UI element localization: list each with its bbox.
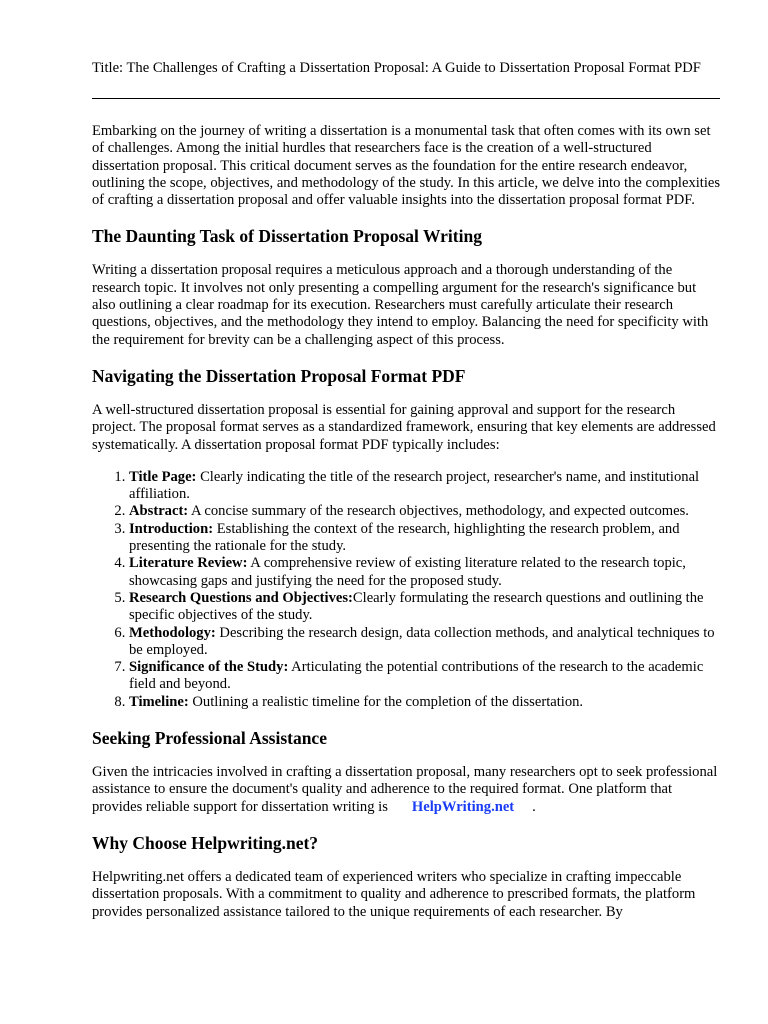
list-item	[129, 694, 722, 711]
list-item	[129, 590, 722, 625]
list-item-term: Significance of the Study:	[129, 659, 289, 676]
list-item-text: A comprehensive review of existing literature related to the research topic, showcasing gaps and justifying the need for the proposed study.	[129, 555, 686, 589]
assistance-text: Given the intricacies involved in crafting a dissertation proposal, many researchers opt to seek professional assistance to ensure the document's quality and adherence to the required format. One platform that provides reliable support for dissertation writing is	[92, 764, 718, 815]
list-item-term: Research Questions and Objectives:	[129, 589, 353, 606]
list-item-text: Establishing the context of the research, highlighting the research problem, and presenting the rationale for the study.	[129, 520, 680, 555]
list-item	[129, 555, 722, 590]
list-item-text: A concise summary of the research objectives, methodology, and expected outcomes.	[188, 503, 689, 520]
list-item	[129, 503, 722, 520]
list-item-term: Literature Review:	[129, 555, 248, 572]
list-item	[129, 659, 722, 694]
format-elements-list	[92, 469, 722, 711]
section-heading-format-pdf: Navigating the Dissertation Proposal Format PDF	[92, 365, 466, 386]
list-item-term: Methodology:	[129, 624, 216, 641]
document-page	[92, 60, 722, 921]
link-trailing-period: .	[532, 798, 536, 815]
title-divider	[92, 98, 720, 99]
helpwriting-link[interactable]: HelpWriting.net	[411, 798, 515, 815]
section-paragraph-why-choose: Helpwriting.net offers a dedicated team of experienced writers who specialize in crafting impeccable dissertation proposals. With a commitment to quality and adherence to prescribed formats, the platform provides personalized assistance tailored to the unique requirements of each researcher. By	[92, 868, 696, 920]
section-heading-daunting-task: The Daunting Task of Dissertation Proposal Writing	[92, 226, 482, 247]
section-heading-professional-assistance: Seeking Professional Assistance	[92, 728, 327, 749]
section-paragraph-format-pdf: A well-structured dissertation proposal is essential for gaining approval and support for the research project. The proposal format serves as a standardized framework, ensuring that key elements are addressed systematically. A dissertation proposal format PDF typically includes:	[92, 401, 716, 453]
list-item-term: Title Page:	[129, 468, 197, 485]
list-item-text: Articulating the potential contributions of the research to the academic field and beyond.	[129, 659, 704, 693]
list-item-text: Describing the research design, data collection methods, and analytical techniques to be employed.	[129, 624, 715, 658]
page-title: Title: The Challenges of Crafting a Dissertation Proposal: A Guide to Dissertation Proposal Format PDF	[92, 60, 701, 76]
list-item-term: Timeline:	[129, 693, 189, 710]
list-item-term: Abstract:	[129, 503, 189, 520]
list-item	[129, 625, 722, 660]
intro-paragraph: Embarking on the journey of writing a dissertation is a monumental task that often comes with its own set of challenges. Among the initial hurdles that researchers face is the creation of a well-structured dissertation proposal. This critical document serves as the foundation for the entire research endeavor, outlining the scope, objectives, and methodology of the study. In this article, we delve into the complexities of crafting a dissertation proposal and offer valuable insights into the dissertation proposal format PDF.	[92, 123, 721, 209]
list-item-text: Clearly indicating the title of the research project, researcher's name, and institutional affiliation.	[129, 468, 700, 503]
section-paragraph-daunting-task: Writing a dissertation proposal requires a meticulous approach and a thorough understanding of the research topic. It involves not only presenting a compelling argument for the research's significance but also outlining a clear roadmap for its execution. Researchers must carefully articulate their research questions, objectives, and the methodology they intend to employ. Balancing the need for specificity with the requirement for brevity can be a challenging aspect of this process.	[92, 262, 709, 348]
list-item-text: Outlining a realistic timeline for the completion of the dissertation.	[188, 693, 584, 710]
list-item-text: Clearly formulating the research questions and outlining the specific objectives of the study.	[129, 589, 704, 624]
section-paragraph-professional-assistance	[92, 764, 722, 816]
list-item-term: Introduction:	[129, 520, 214, 537]
section-heading-why-choose: Why Choose Helpwriting.net?	[92, 832, 319, 853]
list-item	[129, 521, 722, 556]
list-item	[129, 469, 722, 504]
